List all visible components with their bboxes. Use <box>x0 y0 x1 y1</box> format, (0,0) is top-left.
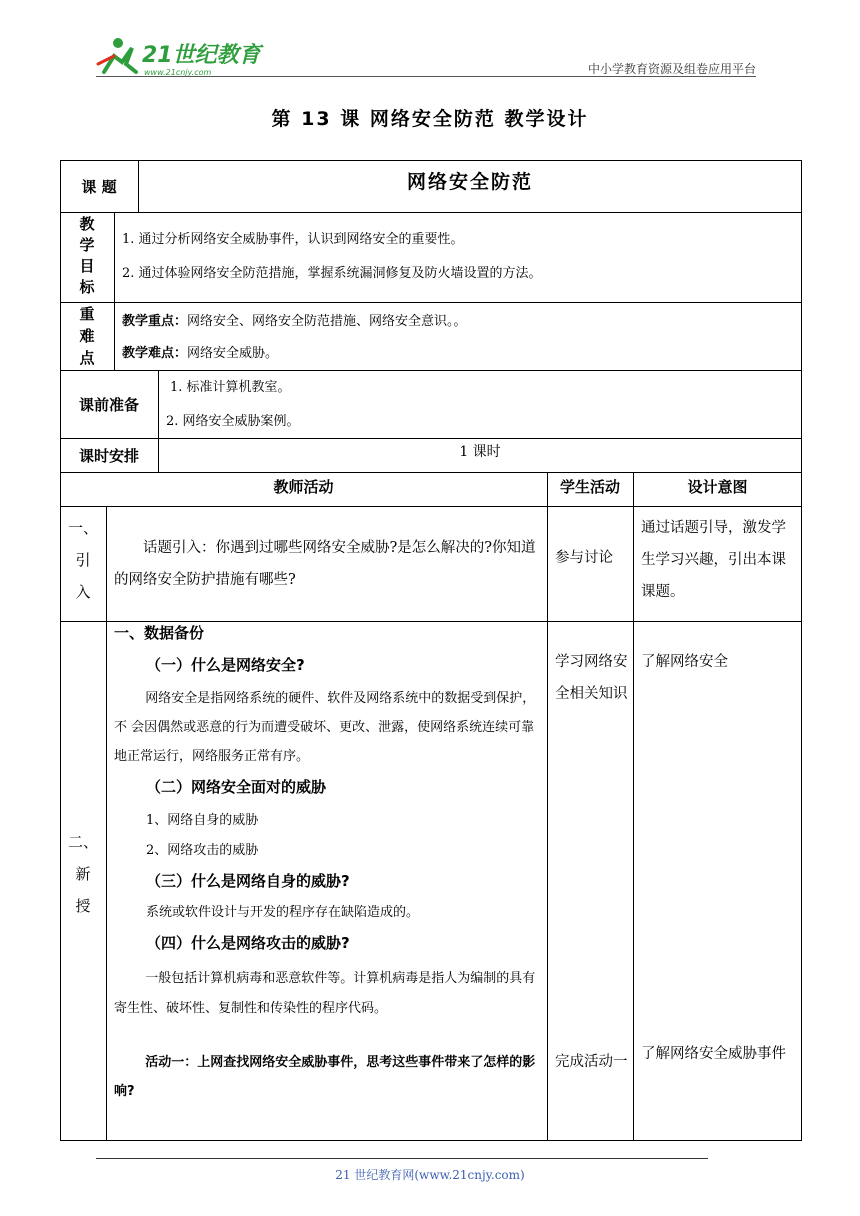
goals-label-char: 学 <box>79 236 95 254</box>
sec2-list-item: 2、网络攻击的威胁 <box>146 843 259 858</box>
sec1-label-char: 入 <box>75 583 91 601</box>
time-label: 课时安排 <box>78 446 139 465</box>
difficulty-value: 网络安全威胁。 <box>187 346 279 361</box>
col-header-student: 学生活动 <box>559 477 620 496</box>
sec1-teacher-activity: 话题引入：你遇到过哪些网络安全威胁?是怎么解决的?你知道的网络安全防护措施有哪些? <box>114 540 536 588</box>
sec2-student-activity: 完成活动一 <box>555 1054 628 1070</box>
sec2-question: （二）网络安全面对的威胁 <box>146 778 327 796</box>
svg-text:21世纪教育: 21世纪教育 <box>142 43 261 68</box>
prep-item: 2. 网络安全威胁案例。 <box>166 414 300 429</box>
sec2-question: （四）什么是网络攻击的威胁? <box>146 934 350 952</box>
page-title: 第 13 课 网络安全防范 教学设计 <box>271 108 589 130</box>
sec2-paragraph: 系统或软件设计与开发的程序存在缺陷造成的。 <box>146 905 420 920</box>
sec2-paragraph: 网络安全是指网络系统的硬件、软件及网络系统中的数据受到保护，不 会因偶然或恶意的行为而遭受破坏、更改、泄露，使网络系统连续可靠地正常运行，网络服务正常有序。 <box>114 691 536 764</box>
sec2-list-item: 1、网络自身的威胁 <box>146 813 259 828</box>
sec2-student-activity: 学习网络安全相关知识 <box>555 654 628 702</box>
sec2-label-char: 授 <box>75 897 91 915</box>
sec2-label <box>60 826 106 922</box>
difficulty-point <box>122 344 792 364</box>
goal-item: 1. 通过分析网络安全威胁事件，认识到网络安全的重要性。 <box>122 232 464 247</box>
prep-item: 1. 标准计算机教室。 <box>170 380 291 395</box>
keypoints-label-char: 点 <box>79 349 95 367</box>
difficulty-label: 教学难点： <box>122 346 188 361</box>
platform-name: 中小学教育资源及组卷应用平台 <box>587 62 756 76</box>
goals-label-char: 教 <box>79 215 95 233</box>
sec2-intent: 了解网络安全威胁事件 <box>641 1046 786 1062</box>
key-point-value: 网络安全、网络安全防范措施、网络安全意识。。 <box>187 314 467 329</box>
sec1-label-char: 一、 <box>67 519 98 537</box>
goals-label <box>60 214 114 302</box>
sec2-label-char: 二、 <box>67 833 98 851</box>
key-point <box>122 312 792 332</box>
sec1-label <box>60 512 106 608</box>
sec2-intent: 了解网络安全 <box>641 654 728 670</box>
sec2-heading: 一、数据备份 <box>114 624 205 642</box>
footer-divider <box>96 1158 708 1159</box>
key-point-label: 教学重点： <box>122 314 188 329</box>
topic-value: 网络安全防范 <box>406 170 533 193</box>
sec2-label-char: 新 <box>75 865 91 883</box>
sec2-question: （一）什么是网络安全? <box>146 656 305 674</box>
keypoints-label-char: 难 <box>79 327 95 345</box>
goals-label-char: 目 <box>79 257 95 275</box>
sec1-student-activity: 参与讨论 <box>555 550 613 566</box>
keypoints-label <box>60 303 114 370</box>
svg-text:www.21cnjy.com: www.21cnjy.com <box>144 68 212 77</box>
sec1-label-char: 引 <box>75 551 91 569</box>
goal-item: 2. 通过体验网络安全防范措施，掌握系统漏洞修复及防火墙设置的方法。 <box>122 266 542 281</box>
keypoints-label-char: 重 <box>79 305 95 323</box>
footer-link[interactable]: 21 世纪教育网(www.21cnjy.com) <box>335 1168 525 1182</box>
sec2-paragraph: 一般包括计算机病毒和恶意软件等。计算机病毒是指人为编制的具有寄生性、破坏性、复制性和传染性的程序代码。 <box>114 971 536 1016</box>
sec2-question: （三）什么是网络自身的威胁? <box>146 872 350 890</box>
col-header-teacher: 教师活动 <box>273 477 334 496</box>
col-header-intent: 设计意图 <box>687 477 748 496</box>
sec1-intent: 通过话题引导，激发学生学习兴趣，引出本课课题。 <box>641 520 786 600</box>
sec2-activity: 活动一：上网查找网络安全威胁事件，思考这些事件带来了怎样的影响? <box>114 1055 536 1099</box>
topic-label: 课 题 <box>81 177 117 196</box>
goals-label-char: 标 <box>79 278 95 296</box>
time-value: 1 课时 <box>459 444 501 460</box>
prep-label: 课前准备 <box>78 395 139 414</box>
